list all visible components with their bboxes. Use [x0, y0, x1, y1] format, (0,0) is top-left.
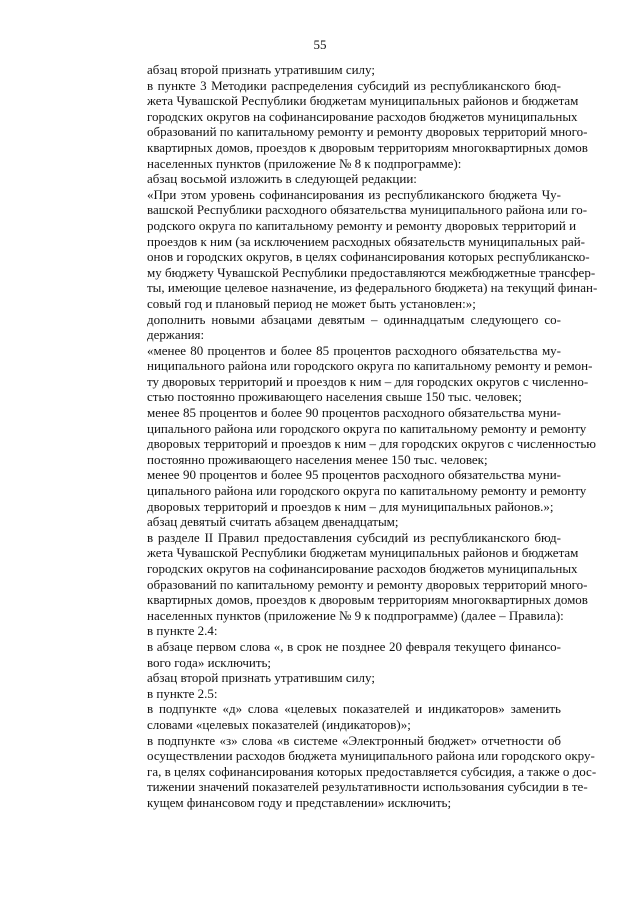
text-line: жета Чувашской Республики бюджетам муниципальных районов и бюджетам [147, 93, 579, 109]
text-line: менее 90 процентов и более 95 процентов расходного обязательства муни- [147, 467, 561, 483]
text-line: абзац второй признать утратившим силу; [147, 62, 375, 77]
text-line: совый год и плановый период не может быть установлен:»; [147, 295, 476, 311]
text-line: в подпункте «д» слова «целевых показателей и индикаторов» заменить [147, 701, 561, 717]
text-line: в пункте 2.5: [147, 685, 218, 701]
text-line: городских округов на софинансирование расходов бюджетов муниципальных [147, 108, 578, 124]
text-line: осуществлении расходов бюджета муниципального района или городского окру- [147, 748, 595, 764]
text-line: онов и городских округов, в целях софинансирования которых республиканско- [147, 249, 590, 265]
text-line: квартирных домов, проездов к дворовым территориям многоквартирных домов [147, 139, 588, 155]
paragraph [118, 529, 588, 624]
text-line: в пункте 2.4: [147, 623, 218, 639]
paragraph [118, 405, 597, 467]
text-line: квартирных домов, проездов к дворовым территориям многоквартирных домов [147, 592, 588, 608]
text-line: жета Чувашской Республики бюджетам муниципальных районов и бюджетам [147, 545, 579, 561]
text-line: «менее 80 процентов и более 85 процентов расходного обязательства му- [147, 342, 561, 358]
text-line: держания: [147, 327, 205, 343]
paragraph [118, 623, 561, 639]
paragraph [118, 732, 597, 811]
text-line: абзац второй признать утратившим силу; [147, 670, 375, 686]
paragraph [118, 686, 561, 702]
paragraph [118, 62, 561, 78]
text-line: в разделе II Правил предоставления субсидий из республиканского бюд- [147, 529, 561, 545]
paragraph [118, 342, 593, 405]
text-line: му бюджету Чувашской Республики предоставляются межбюджетные трансфер- [147, 264, 596, 280]
text-line: тижении значений показателей результативности использования субсидии в те- [147, 779, 588, 795]
text-line: городских округов на софинансирование расходов бюджетов муниципальных [147, 561, 578, 576]
text-line: населенных пунктов (приложение № 8 к подпрограмме): [147, 155, 462, 171]
text-line: постоянно проживающего населения менее 150 тыс. человек; [147, 451, 488, 467]
text-line: абзац восьмой изложить в следующей редакции: [147, 171, 417, 187]
text-line: вого года» исключить; [147, 654, 272, 670]
text-line: вашской Республики расходного обязательства муниципального района или го- [147, 202, 588, 218]
text-line: ципального района или городского округа по капитальному ремонту и ремонту [147, 483, 587, 499]
text-line: га, в целях софинансирования которых предоставляется субсидия, а также о дос- [147, 763, 597, 779]
text-line: дворовых территорий и проездов к ним – для муниципальных районов.»; [147, 498, 554, 514]
paragraph [118, 701, 561, 732]
text-line: образований по капитальному ремонту и ремонту дворовых территорий много- [147, 124, 588, 140]
text-line: ниципального района или городского округа по капитальному ремонту и ремон- [147, 358, 593, 374]
paragraph [118, 514, 561, 530]
text-line: в пункте 3 Методики распределения субсидий из республиканского бюд- [147, 77, 561, 93]
text-line: ты, имеющие целевое назначение, из федерального бюджета) на текущий финан- [147, 280, 598, 296]
text-line: ципального района или городского округа по капитальному ремонту и ремонту [147, 420, 587, 436]
text-line: словами «целевых показателей (индикаторов)»; [147, 716, 411, 732]
text-line: «При этом уровень софинансирования из республиканского бюджета Чу- [147, 186, 561, 202]
text-line: дополнить новыми абзацами девятым – одиннадцатым следующего со- [147, 311, 561, 327]
text-line: проездов к ним (за исключением расходных обязательств муниципальных рай- [147, 233, 586, 249]
text-line: стью постоянно проживающего населения свыше 150 тыс. человек; [147, 389, 522, 405]
text-line: в абзаце первом слова «, в срок не позднее 20 февраля текущего финансо- [147, 638, 561, 654]
paragraph [118, 171, 561, 187]
text-line: менее 85 процентов и более 90 процентов расходного обязательства муни- [147, 405, 561, 421]
text-line: в подпункте «з» слова «в системе «Электронный бюджет» отчетности об [147, 732, 561, 748]
text-line: образований по капитальному ремонту и ремонту дворовых территорий много- [147, 576, 588, 592]
text-line: родского округа по капитальному ремонту и ремонту дворовых территорий и [147, 217, 577, 233]
text-line: кущем финансовом году и представлении» исключить; [147, 794, 452, 810]
paragraph [118, 312, 561, 343]
page-number: 55 [313, 37, 327, 52]
text-line: дворовых территорий и проездов к ним – для городских округов с численностью [147, 436, 597, 452]
paragraph [118, 467, 587, 514]
text-line: ту дворовых территорий и проездов к ним – для городских округов с численно- [147, 373, 589, 389]
document-body [118, 62, 598, 811]
text-line: населенных пунктов (приложение № 9 к подпрограмме) (далее – Правила): [147, 607, 564, 623]
paragraph [118, 639, 561, 670]
paragraph [118, 186, 598, 312]
paragraph [118, 77, 588, 172]
paragraph [118, 670, 561, 686]
text-line: абзац девятый считать абзацем двенадцатым; [147, 514, 399, 530]
